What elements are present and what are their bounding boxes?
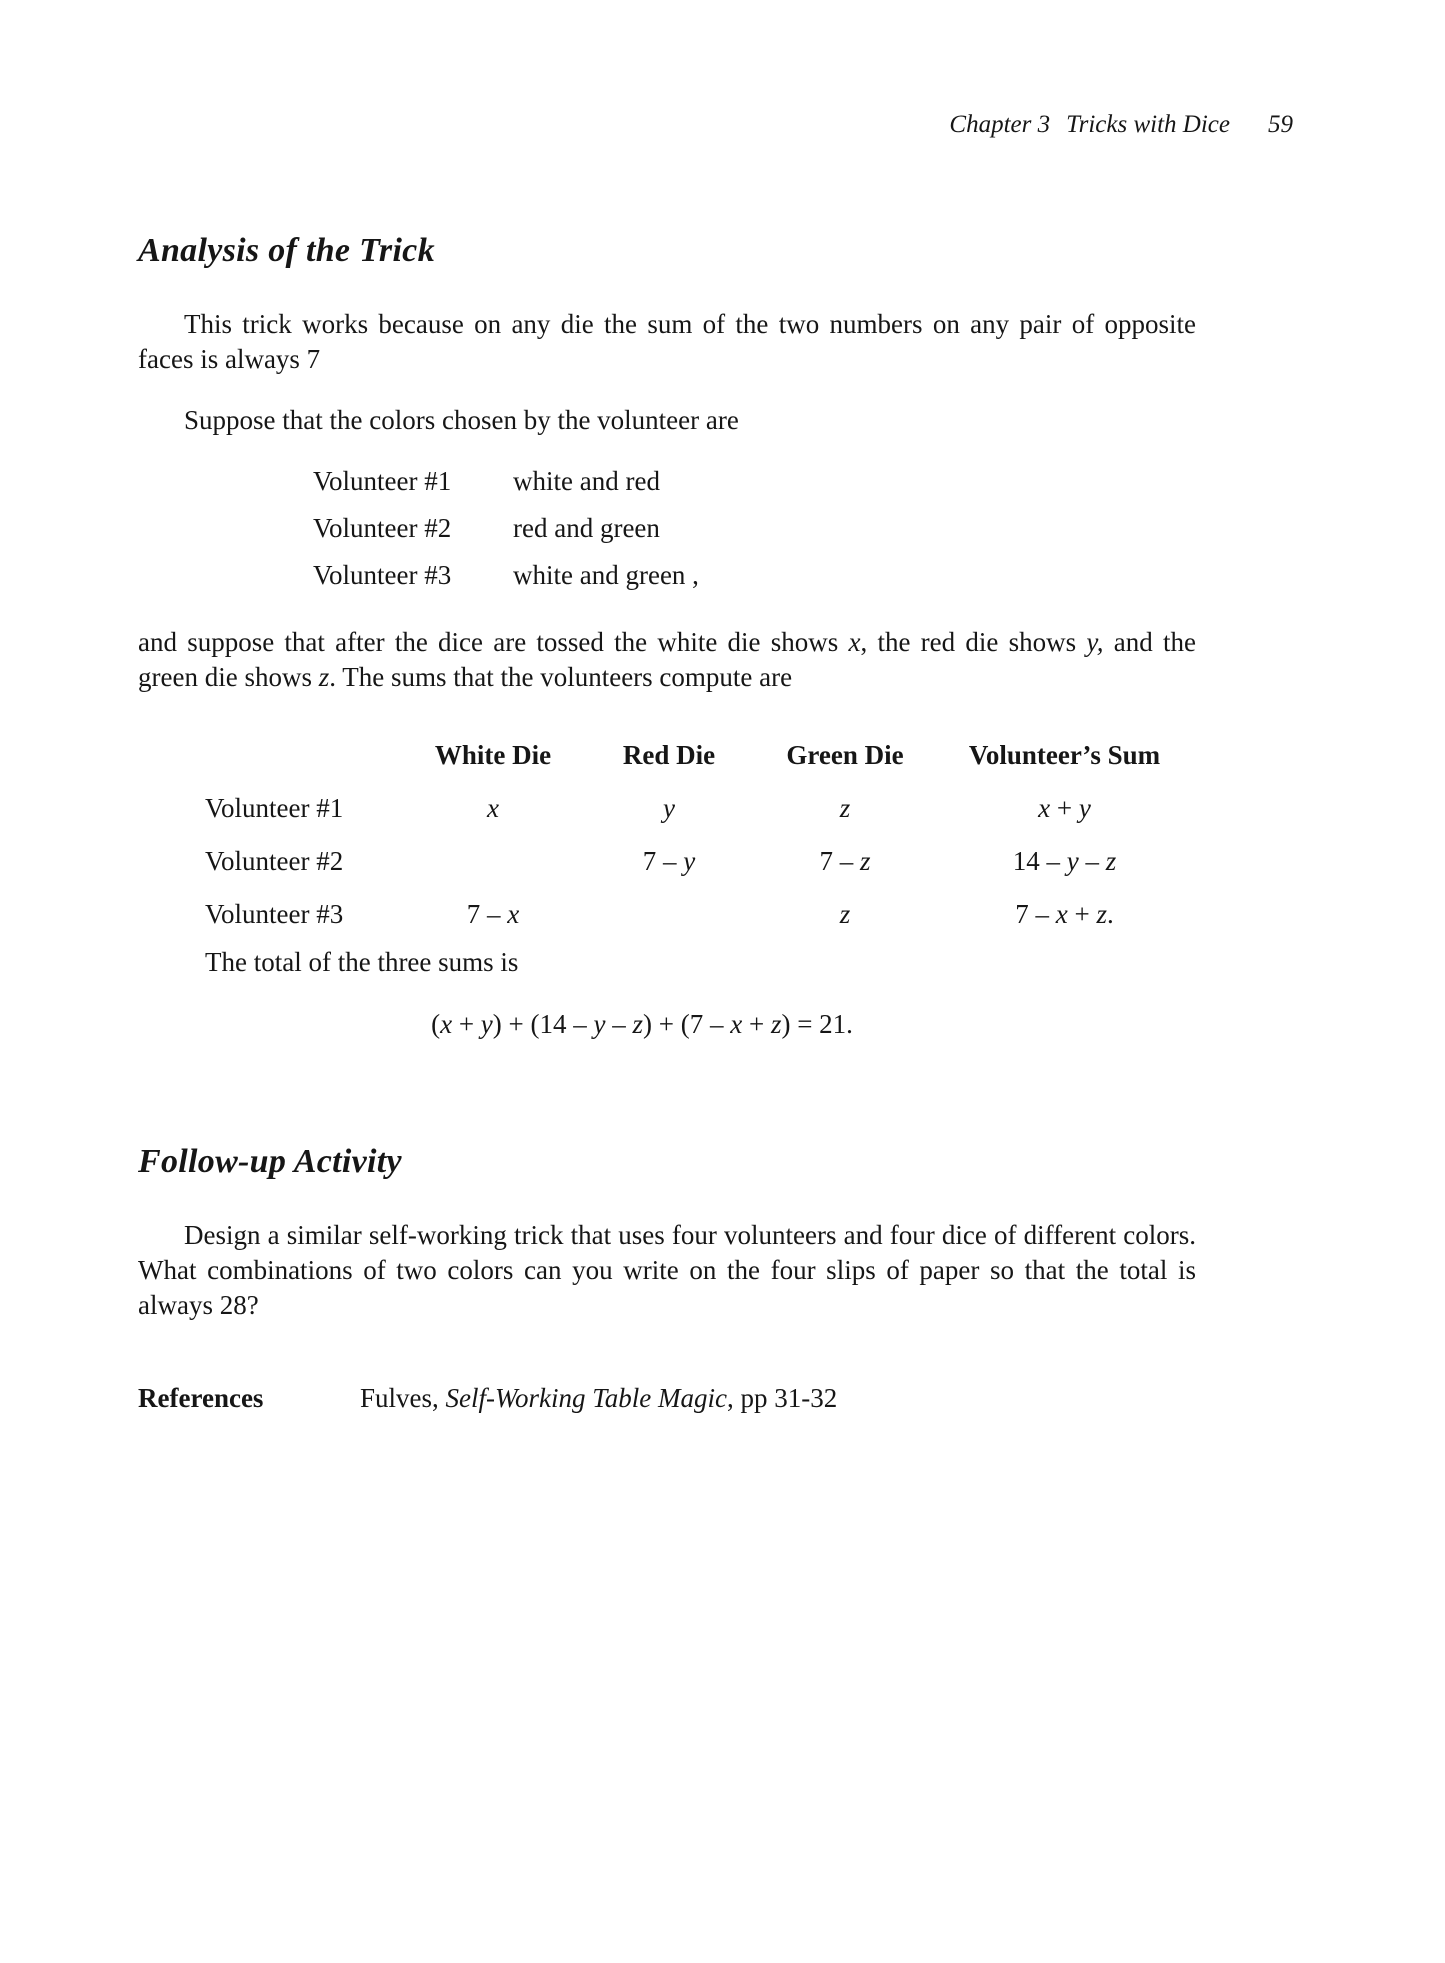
red-die-cell: y <box>663 793 675 823</box>
volunteer-row <box>138 458 1196 505</box>
sum-cell: 14 – y – z <box>1012 846 1117 876</box>
variable-y: y, <box>1086 627 1104 657</box>
column-header-white-die: White Die <box>434 740 552 770</box>
green-die-cell: z <box>839 793 851 823</box>
row-label: Volunteer #3 <box>205 899 344 929</box>
column-header-red-die: Red Die <box>622 740 716 770</box>
table-row-volunteer-2 <box>138 835 1196 888</box>
volunteer-label: Volunteer #3 <box>313 560 452 590</box>
reference-citation <box>360 1381 837 1416</box>
volunteer-colors: white and red <box>513 466 660 496</box>
references-label: References <box>138 1383 264 1413</box>
red-die-cell: 7 – y <box>642 846 696 876</box>
followup-paragraph: Design a similar self-working trick that uses four volunteers and four dice of different colors. What combinations of two colors can you write on the four slips of paper so that the total is always 28? <box>138 1220 1196 1320</box>
green-die-cell: 7 – z <box>819 846 871 876</box>
variable-x: x <box>848 627 861 657</box>
paragraph-text: . The sums that the volunteers compute are <box>329 662 793 692</box>
total-equation: (x + y) + (14 – y – z) + (7 – x + z) = 21. <box>431 1009 853 1039</box>
white-die-cell: x <box>487 793 499 823</box>
volunteer-row <box>138 552 1196 599</box>
section-title-followup: Follow-up Activity <box>138 1143 402 1180</box>
table-row-volunteer-1 <box>138 782 1196 835</box>
section-title-analysis: Analysis of the Trick <box>138 232 435 269</box>
page-number: 59 <box>1268 111 1293 138</box>
green-die-cell: z <box>839 899 851 929</box>
volunteer-colors: white and green , <box>513 560 699 590</box>
white-die-cell: 7 – x <box>466 899 520 929</box>
table-row-volunteer-3 <box>138 888 1196 941</box>
paragraph-text: , the red die shows <box>860 627 1087 657</box>
analysis-paragraph-3 <box>138 625 1196 695</box>
sum-cell: 7 – x + z. <box>1015 899 1114 929</box>
row-label: Volunteer #1 <box>205 793 344 823</box>
volunteer-color-list <box>138 458 1196 599</box>
sums-table <box>138 729 1196 941</box>
running-head <box>0 0 1293 139</box>
volunteer-label: Volunteer #1 <box>313 466 452 496</box>
volunteer-row <box>138 505 1196 552</box>
reference-pages: , pp 31-32 <box>727 1383 838 1413</box>
sum-cell: x + y <box>1038 793 1091 823</box>
references-row <box>138 1381 1196 1416</box>
variable-z: z <box>318 662 330 692</box>
volunteer-colors: red and green <box>513 513 660 543</box>
analysis-paragraph-1: This trick works because on any die the sum of the two numbers on any pair of opposite faces is always 7 <box>138 309 1196 374</box>
reference-book-title: Self-Working Table Magic <box>445 1383 727 1413</box>
row-label: Volunteer #2 <box>205 846 344 876</box>
column-header-volunteers-sum: Volunteer’s Sum <box>968 740 1161 770</box>
running-head-chapter: Chapter 3 <box>949 111 1051 138</box>
reference-author: Fulves, <box>360 1383 446 1413</box>
column-header-green-die: Green Die <box>786 740 904 770</box>
running-head-title: Tricks with Dice <box>1066 111 1230 138</box>
table-header-row <box>138 729 1196 782</box>
page-content <box>138 231 1196 1416</box>
analysis-paragraph-2: Suppose that the colors chosen by the volunteer are <box>184 405 739 435</box>
paragraph-text: and the green die shows <box>138 627 1196 692</box>
total-sums-label: The total of the three sums is <box>205 947 519 977</box>
volunteer-label: Volunteer #2 <box>313 513 452 543</box>
paragraph-text: and suppose that after the dice are tossed the white die shows <box>138 627 849 657</box>
